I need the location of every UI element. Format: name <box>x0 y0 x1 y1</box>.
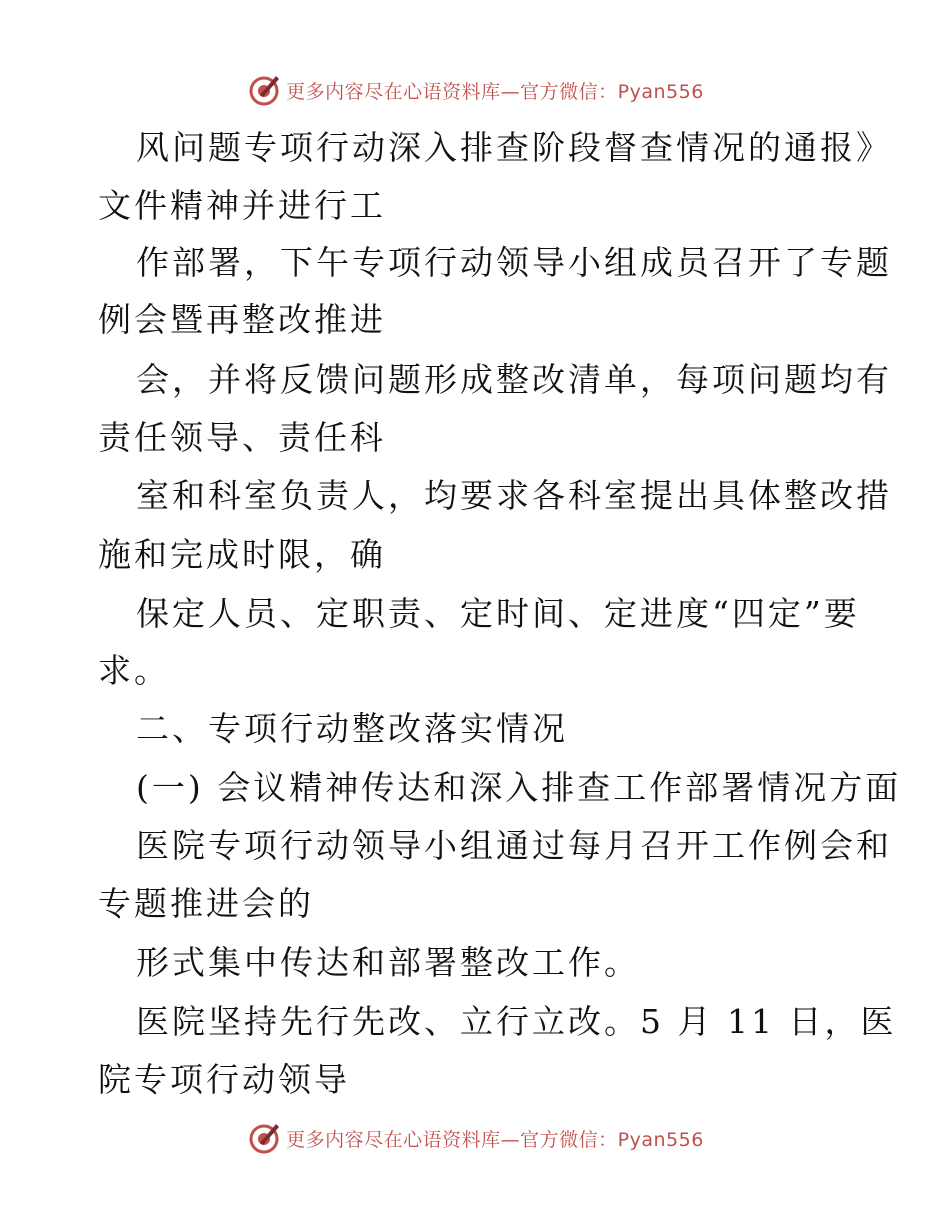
quill-pen-circle-icon <box>246 1120 282 1156</box>
body-line: 施和完成时限，确 <box>98 535 386 574</box>
body-line: 会，并将反馈问题形成整改清单，每项问题均有 <box>136 360 892 399</box>
body-line: 室和科室负责人，均要求各科室提出具体整改措 <box>136 476 892 515</box>
body-line: 风问题专项行动深入排查阶段督查情况的通报》 <box>136 128 892 167</box>
watermark-text: 更多内容尽在心语资料库—官方微信：Pyan556 <box>286 1128 704 1151</box>
body-line: 文件精神并进行工 <box>98 186 386 225</box>
watermark-text: 更多内容尽在心语资料库—官方微信：Pyan556 <box>286 80 704 103</box>
body-line: 医院专项行动领导小组通过每月召开工作例会和 <box>136 826 892 865</box>
body-line: 求。 <box>98 651 170 690</box>
body-line: 院专项行动领导 <box>98 1060 350 1099</box>
body-line: 责任领导、责任科 <box>98 418 386 457</box>
body-line: 保定人员、定职责、定时间、定进度“四定”要 <box>136 594 860 633</box>
body-line: 形式集中传达和部署整改工作。 <box>136 943 640 982</box>
subsection-heading: (一) 会议精神传达和深入排查工作部署情况方面 <box>136 768 902 807</box>
body-line: 专题推进会的 <box>98 884 314 923</box>
body-line: 作部署，下午专项行动领导小组成员召开了专题 <box>136 243 892 282</box>
watermark-footer <box>0 1118 950 1158</box>
section-heading: 二、专项行动整改落实情况 <box>136 709 568 748</box>
body-line: 医院坚持先行先改、立行立改。5 月 11 日，医 <box>136 1002 897 1041</box>
body-line: 例会暨再整改推进 <box>98 300 386 339</box>
